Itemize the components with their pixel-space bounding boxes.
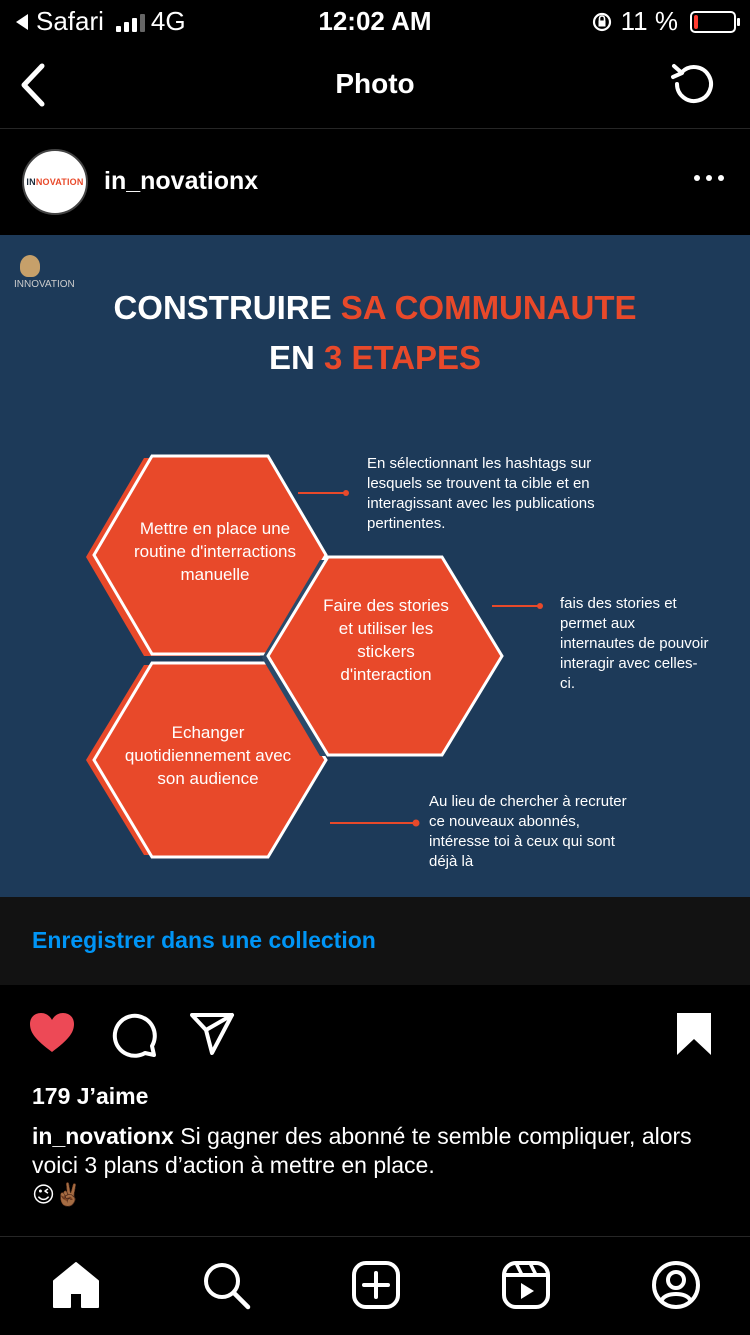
- bookmark-filled-icon[interactable]: [670, 1010, 718, 1058]
- battery-percent: 11 %: [620, 6, 678, 36]
- brand-logo: INNOVATION: [14, 255, 90, 295]
- hexagon-2-label: Faire des stories et utiliser les stickers d'interaction: [323, 596, 449, 684]
- battery-icon: [690, 11, 736, 33]
- caption-username[interactable]: in_novationx: [32, 1123, 174, 1149]
- orientation-lock-icon: [591, 11, 613, 33]
- headline-line2-white: EN: [268, 339, 315, 376]
- back-to-app-label[interactable]: Safari: [36, 6, 104, 36]
- send-icon[interactable]: [188, 1010, 236, 1058]
- save-to-collection-link[interactable]: Enregistrer dans une collection: [32, 927, 376, 953]
- tab-bar: [0, 1236, 750, 1335]
- post-image[interactable]: [0, 235, 750, 897]
- network-label: 4G: [150, 6, 186, 36]
- comment-icon[interactable]: [109, 1010, 157, 1058]
- hexagon-diagram: [0, 235, 750, 897]
- avatar[interactable]: [22, 149, 88, 215]
- create-icon[interactable]: [350, 1259, 402, 1311]
- note-2: fais des stories et permet aux internautes de pouvoir interagir avec celles-ci.: [560, 595, 709, 692]
- note-3: Au lieu de chercher à recruter ce nouveaux abonnés, intéresse toi à ceux qui sont déjà là: [429, 793, 627, 870]
- refresh-icon[interactable]: [668, 58, 720, 110]
- status-bar: [0, 0, 750, 42]
- profile-icon[interactable]: [650, 1259, 702, 1311]
- hexagon-1-label: Mettre en place une routine d'interractions manuelle: [134, 519, 296, 584]
- search-icon[interactable]: [200, 1259, 252, 1311]
- reels-icon[interactable]: [500, 1259, 552, 1311]
- headline-line1-white: CONSTRUIRE: [113, 289, 332, 326]
- likes-count[interactable]: 179 J’aime: [32, 1083, 149, 1109]
- caption-emojis: 😉✌🏾: [32, 1182, 83, 1207]
- headline-line1-orange: SA COMMUNAUTE: [340, 289, 637, 326]
- caption-text: Si gagner des abonné te semble compliquer, alors voici 3 plans d’action à mettre en place.: [32, 1123, 692, 1178]
- home-icon[interactable]: [50, 1259, 102, 1311]
- heart-filled-icon[interactable]: [28, 1010, 76, 1058]
- page-title: Photo: [335, 68, 415, 99]
- hexagon-3-label: Echanger quotidiennement avec son audience: [124, 723, 292, 788]
- avatar-logo-text: INNOVATION: [26, 177, 84, 187]
- more-options-icon[interactable]: [694, 175, 724, 181]
- nav-bar: [0, 42, 750, 129]
- status-time: 12:02 AM: [318, 6, 432, 36]
- save-to-collection-bar[interactable]: [0, 897, 750, 985]
- post-username[interactable]: in_novationx: [104, 167, 259, 195]
- post-caption: [32, 1122, 722, 1209]
- headline-line2-orange: 3 ETAPES: [323, 339, 482, 376]
- note-1: En sélectionnant les hashtags sur lesquels se trouvent ta cible et en interagissant avec les publications pertinentes.: [367, 455, 595, 532]
- status-right: [591, 6, 736, 37]
- post-actions: [0, 990, 750, 1080]
- post-header: [0, 129, 750, 235]
